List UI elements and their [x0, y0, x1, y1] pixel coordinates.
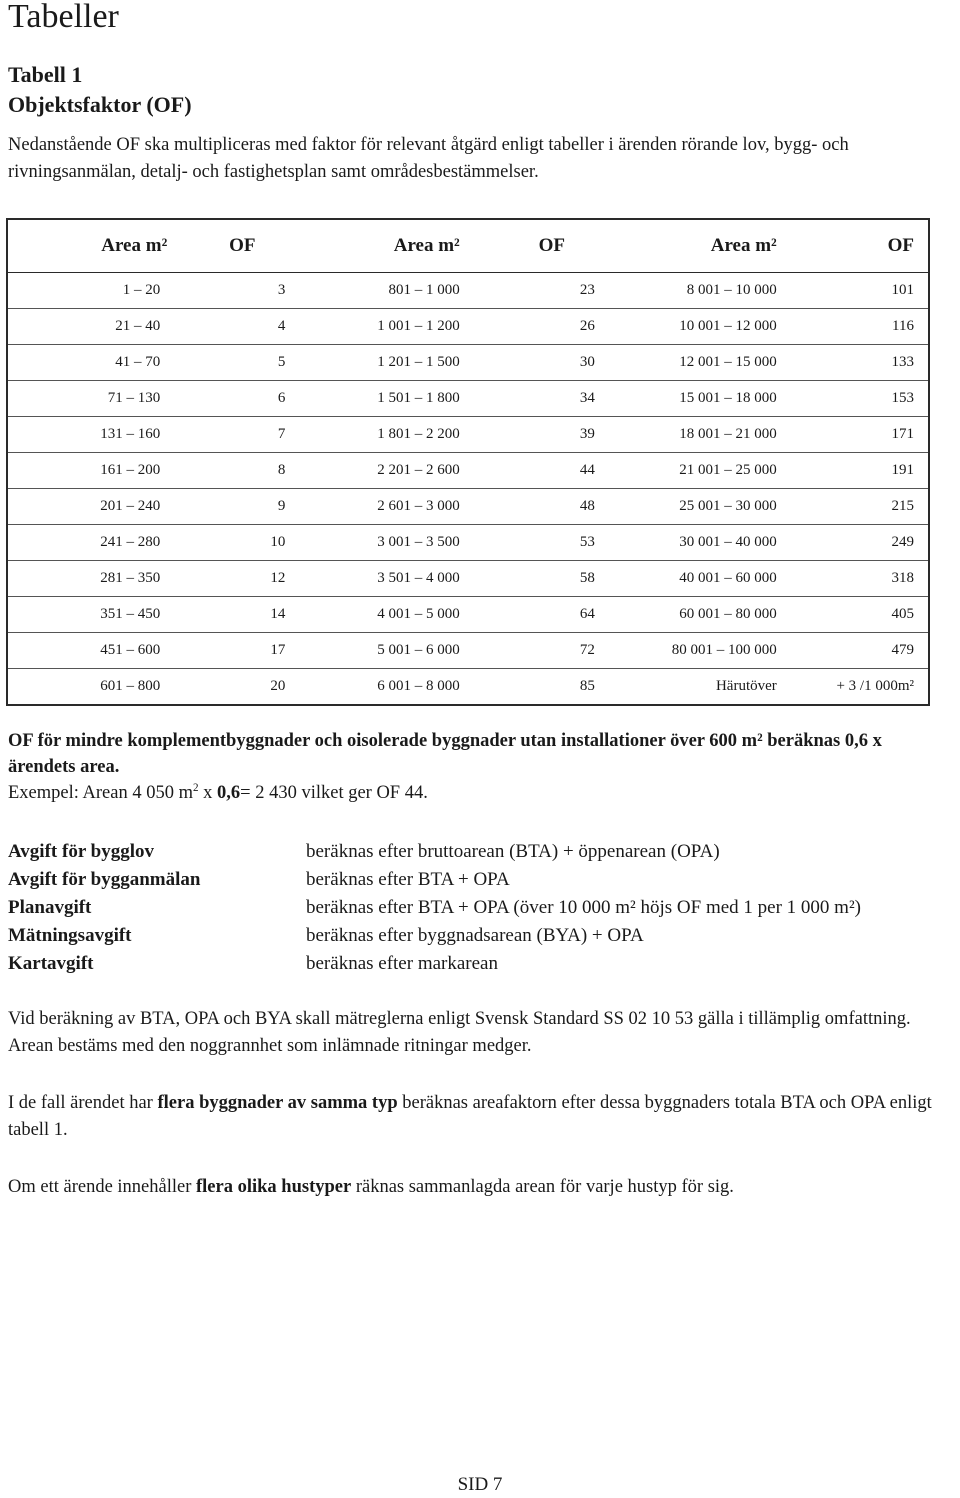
fee-desc: beräknas efter bruttoarean (BTA) + öppenarean (OPA) [306, 841, 720, 862]
fee-row [8, 950, 861, 978]
example-text [8, 780, 953, 806]
cell-of-1: 8 [168, 453, 297, 489]
fee-name: Avgift för bygglov [8, 841, 155, 862]
cell-of-3: 318 [791, 561, 929, 597]
cell-of-3: 133 [791, 345, 929, 381]
cell-area-1: 601 – 800 [100, 678, 161, 694]
cell-of-1: 6 [168, 381, 297, 417]
cell-of-2: 44 [468, 453, 607, 489]
header-of-1: OF [168, 219, 297, 273]
cell-of-1: 12 [168, 561, 297, 597]
cell-area-2: 5 001 – 6 000 [297, 633, 467, 669]
cell-area-1: 131 – 160 [7, 417, 168, 453]
cell-of-3: 191 [791, 453, 929, 489]
cell-area-3: 60 001 – 80 000 [607, 597, 791, 633]
table-row [7, 453, 929, 489]
fee-row [8, 922, 861, 950]
example-pre: Exempel: Arean 4 050 m [8, 783, 193, 803]
cell-of-1: 3 [168, 273, 297, 309]
cell-of-3: 405 [791, 597, 929, 633]
example-post: = 2 430 vilket ger OF 44. [240, 783, 428, 803]
note-block [8, 728, 953, 806]
table-row [7, 633, 929, 669]
cell-of-2: 53 [468, 525, 607, 561]
cell-of-2: 30 [468, 345, 607, 381]
intro-text: Nedanstående OF ska multipliceras med faktor för relevant åtgärd enligt tabeller i ärenden rörande lov, bygg- och rivningsanmälan, detalj- och fastighetsplan samt områdesbestämmelser. [8, 135, 849, 182]
fee-list [8, 838, 861, 978]
p2-pre: I de fall ärendet har [8, 1093, 158, 1113]
cell-of-3: + 3 /1 000m² [836, 678, 914, 694]
cell-area-1: 201 – 240 [7, 489, 168, 525]
cell-of-2: 34 [468, 381, 607, 417]
cell-area-1: 71 – 130 [7, 381, 168, 417]
cell-of-2: 48 [468, 489, 607, 525]
cell-area-2: 4 001 – 5 000 [297, 597, 467, 633]
header-area-3: Area m² [607, 219, 791, 273]
cell-area-2: 1 801 – 2 200 [297, 417, 467, 453]
example-sup: 2 [192, 781, 199, 794]
table-row [7, 273, 929, 309]
table-row [7, 309, 929, 345]
p3-bold: flera olika hustyper [196, 1177, 352, 1197]
cell-of-3: 116 [791, 309, 929, 345]
cell-area-2: 6 001 – 8 000 [377, 678, 460, 694]
cell-of-2: 85 [579, 678, 595, 694]
cell-of-2: 64 [468, 597, 607, 633]
cell-area-3: 40 001 – 60 000 [607, 561, 791, 597]
cell-of-1: 10 [168, 525, 297, 561]
fee-desc: beräknas efter BTA + OPA [306, 869, 510, 890]
cell-area-2: 801 – 1 000 [297, 273, 467, 309]
p3-pre: Om ett ärende innehåller [8, 1177, 196, 1197]
cell-area-2: 2 601 – 3 000 [297, 489, 467, 525]
cell-area-1: 21 – 40 [7, 309, 168, 345]
fee-row [8, 866, 861, 894]
fee-name: Avgift för bygganmälan [8, 869, 201, 890]
cell-area-2: 2 201 – 2 600 [297, 453, 467, 489]
cell-of-1: 5 [168, 345, 297, 381]
table-row [7, 489, 929, 525]
p2-post: beräknas areafaktorn efter dessa byggnaders totala BTA och OPA enligt tabell 1. [8, 1093, 932, 1140]
table-number: Tabell 1 [8, 62, 83, 87]
cell-area-3: 30 001 – 40 000 [607, 525, 791, 561]
cell-of-3: 215 [791, 489, 929, 525]
cell-area-3: 21 001 – 25 000 [607, 453, 791, 489]
cell-area-1: 161 – 200 [7, 453, 168, 489]
cell-of-2: 23 [468, 273, 607, 309]
cell-area-3: 18 001 – 21 000 [607, 417, 791, 453]
cell-area-2: 1 001 – 1 200 [297, 309, 467, 345]
cell-of-3: 153 [791, 381, 929, 417]
cell-area-2: 3 501 – 4 000 [297, 561, 467, 597]
example-factor: 0,6 [217, 783, 241, 803]
cell-area-2: 1 501 – 1 800 [297, 381, 467, 417]
note-bold-text: OF för mindre komplementbyggnader och oisolerade byggnader utan installationer över 600 m² beräknas 0,6 x ärendets area. [8, 731, 882, 777]
fee-name: Planavgift [8, 897, 92, 918]
paragraph-different-types [8, 1174, 953, 1201]
cell-of-3: 101 [791, 273, 929, 309]
cell-area-3: Härutöver [715, 678, 777, 694]
fee-row [8, 838, 861, 866]
fee-name: Mätningsavgift [8, 925, 132, 946]
cell-of-2: 39 [468, 417, 607, 453]
table-row [7, 417, 929, 453]
cell-of-3: 171 [791, 417, 929, 453]
header-of-3: OF [791, 219, 929, 273]
cell-area-1: 351 – 450 [7, 597, 168, 633]
cell-of-1: 4 [168, 309, 297, 345]
table-row [7, 561, 929, 597]
cell-area-1: 241 – 280 [7, 525, 168, 561]
cell-area-1: 281 – 350 [7, 561, 168, 597]
cell-of-1: 9 [168, 489, 297, 525]
table-row [7, 669, 929, 706]
cell-area-2: 3 001 – 3 500 [297, 525, 467, 561]
paragraph-measurement: Vid beräkning av BTA, OPA och BYA skall mätreglerna enligt Svensk Standard SS 02 10 53 gälla i tillämplig omfattning. Arean bestäms med den noggrannhet som inlämnade ritningar medger. [8, 1009, 911, 1056]
fee-name: Kartavgift [8, 953, 94, 974]
p2-bold: flera byggnader av samma typ [157, 1093, 398, 1113]
cell-of-2: 58 [468, 561, 607, 597]
table-row [7, 525, 929, 561]
table-header-row [7, 219, 929, 273]
cell-area-1: 41 – 70 [7, 345, 168, 381]
of-table [6, 218, 930, 706]
cell-of-3: 249 [791, 525, 929, 561]
cell-area-3: 12 001 – 15 000 [607, 345, 791, 381]
fee-desc: beräknas efter byggnadsarean (BYA) + OPA [306, 925, 644, 946]
cell-area-3: 8 001 – 10 000 [607, 273, 791, 309]
cell-area-3: 10 001 – 12 000 [607, 309, 791, 345]
cell-area-1: 1 – 20 [7, 273, 168, 309]
table-row [7, 597, 929, 633]
cell-of-2: 72 [468, 633, 607, 669]
example-mid: x [198, 783, 218, 803]
cell-of-1: 20 [270, 678, 286, 694]
table-row [7, 381, 929, 417]
header-area-1: Area m² [7, 219, 168, 273]
page-title: Tabeller [8, 0, 119, 35]
fee-desc: beräknas efter BTA + OPA (över 10 000 m² höjs OF med 1 per 1 000 m²) [306, 897, 861, 918]
fee-desc: beräknas efter markarean [306, 953, 498, 974]
p3-post: räknas sammanlagda arean för varje hustyp för sig. [351, 1177, 734, 1197]
cell-of-1: 7 [168, 417, 297, 453]
header-of-2: OF [468, 219, 607, 273]
page-number: SID 7 [457, 1474, 503, 1495]
cell-area-1: 451 – 600 [7, 633, 168, 669]
cell-of-1: 14 [168, 597, 297, 633]
header-area-2: Area m² [297, 219, 467, 273]
cell-of-1: 17 [168, 633, 297, 669]
paragraph-same-type [8, 1090, 953, 1144]
table-body [7, 273, 929, 706]
cell-of-2: 26 [468, 309, 607, 345]
cell-area-3: 15 001 – 18 000 [607, 381, 791, 417]
cell-area-2: 1 201 – 1 500 [297, 345, 467, 381]
table-row [7, 345, 929, 381]
cell-of-3: 479 [791, 633, 929, 669]
fee-row [8, 894, 861, 922]
cell-area-3: 25 001 – 30 000 [607, 489, 791, 525]
cell-area-3: 80 001 – 100 000 [607, 633, 791, 669]
table-name: Objektsfaktor (OF) [8, 92, 192, 117]
